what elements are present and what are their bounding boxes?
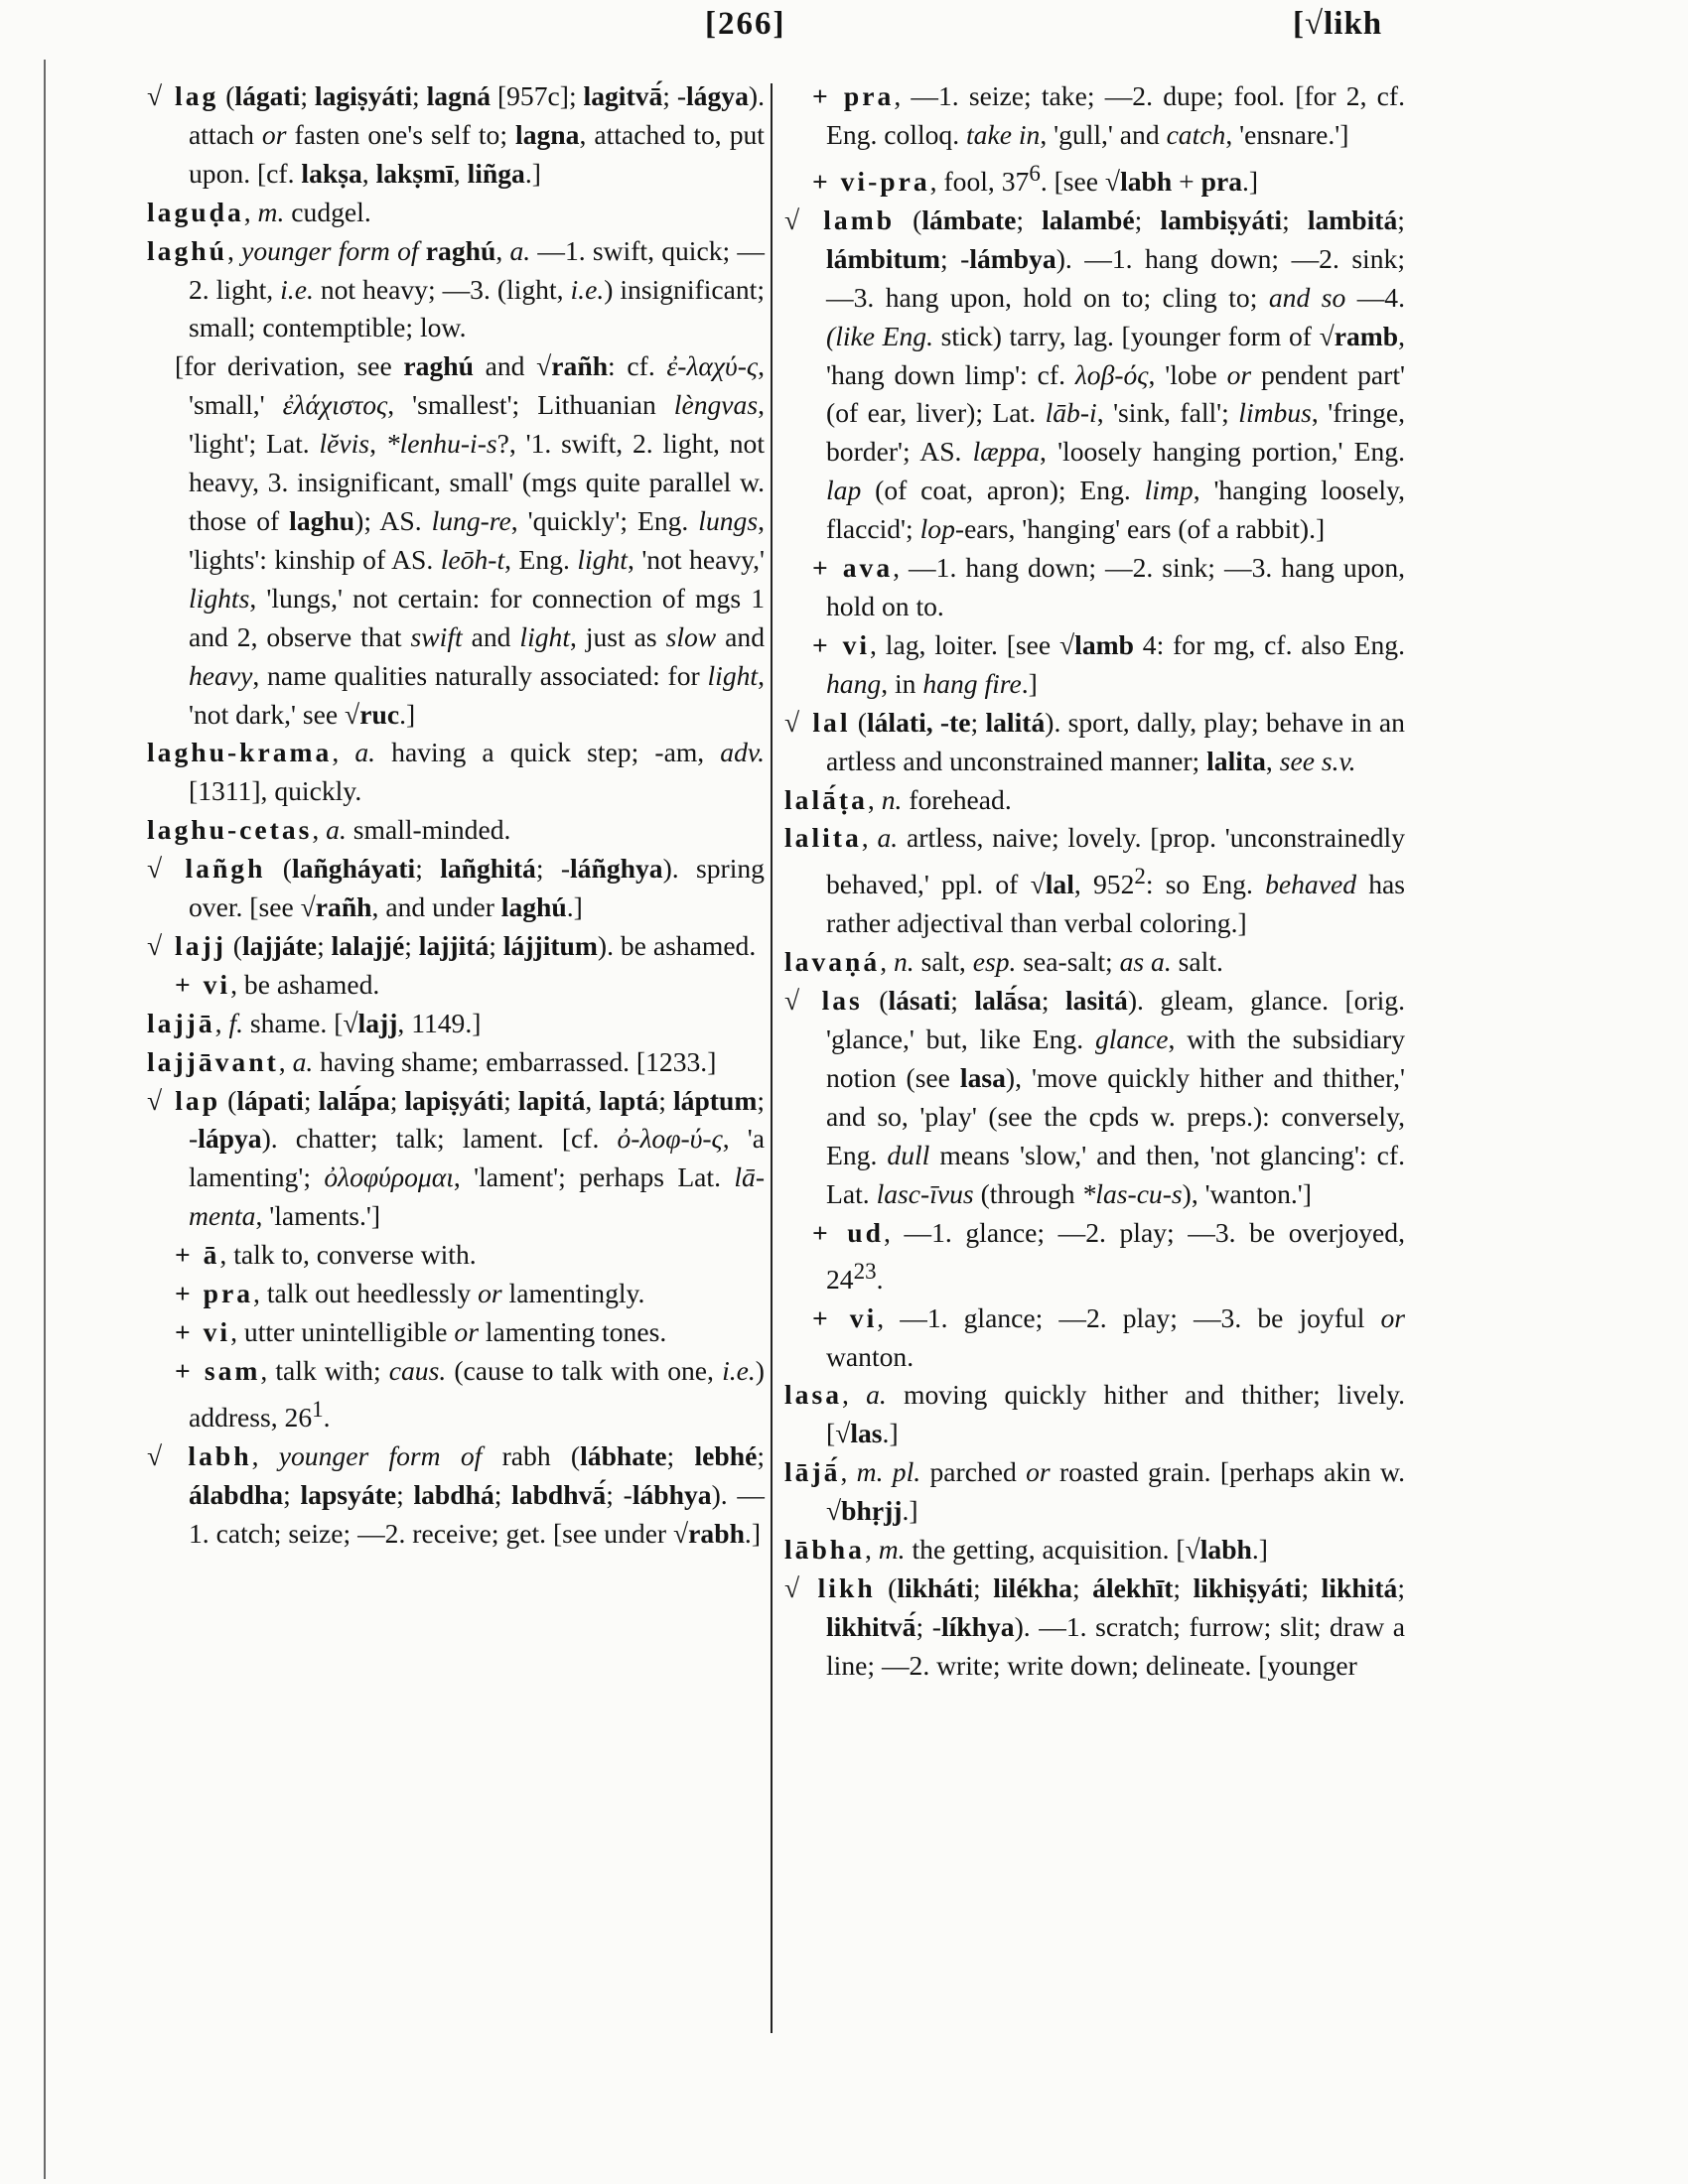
page-header (0, 6, 1688, 46)
page-number: [266] (705, 6, 786, 42)
subentry-las-vi: + vi, —1. glance; —2. play; —3. be joyful or wanton. (812, 1301, 1405, 1372)
entry-las: √ las (lásati; lalā́sa; lasitá). gleam, glance. [orig. 'glance,' but, like Eng. glance, with the subsidiary notion (see lasa), 'move quickly hither and thither,' and so, 'play' (see the cpds w. preps.): conversely, Eng. dull means 'slow,' and then, 'not glancing': cf. Lat. lasc-īvus (through *las-cu-s), 'wanton.'] (784, 985, 1406, 1209)
entry-lajj: √ lajj (lajjáte; lalajjé; lajjitá; lájjitum). be ashamed. (147, 929, 757, 961)
entry-laghukrama: laghu-krama, a. having a quick step; -am, adv. [1311], quickly. (147, 737, 765, 807)
running-head: [√likh (1293, 6, 1383, 42)
entry-laghucetas: laghu-cetas, a. small-minded. (147, 814, 511, 846)
subentry-lap-vi: + vi, utter unintelligible or lamenting tones. (175, 1316, 667, 1347)
subentry-las-ud: + ud, —1. glance; —2. play; —3. be overjoyed, $24^{23}$. (812, 1216, 1405, 1295)
subentry-labh-vipra: + vi-pra, fool, $37^6$. [see √labh + pra.] (812, 160, 1259, 197)
entry-laghu: laghú, younger form of raghú, a. —1. swift, quick; —2. light, i.e. not heavy; —3. (light, i.e.) insignificant; small; contemptible; low. (147, 234, 766, 343)
subentry-lap-pra: + pra, talk out heedlessly or lamentingly. (175, 1278, 645, 1309)
entry-lavana: lavaṇá, n. salt, esp. sea-salt; as a. salt. (784, 946, 1223, 978)
entry-lap: √ lap (lápati; lalā́pa; lapiṣyáti; lapitá, laptá; láptum; -lápya). chatter; talk; lament. [cf. ὀ-λοφ-ύ-ς, 'a lamenting'; ὀλοφύρομαι, 'lament'; perhaps Lat. lā-menta, 'laments.'] (147, 1084, 766, 1232)
entry-lajja: lajjā, f. shame. [√lajj, 1149.] (147, 1007, 482, 1038)
entry-lajjavant: lajjāvant, a. having shame; embarrassed. [1233.] (147, 1045, 717, 1077)
entry-labh: √ labh, younger form of rabh (lábhate; lebhé; álabdha; lapsyáte; labdhá; labdhvā́; -lábhya). —1. catch; seize; —2. receive; get. [see under √rabh.] (147, 1439, 765, 1549)
entry-likh: √ likh (likháti; lilékha; álekhīt; likhiṣyáti; likhitá; likhitvā́; -líkhya). —1. scratch; furrow; slit; draw a line; —2. write; write down; delineate. [younger (784, 1572, 1405, 1681)
entry-labha: lābha, m. the getting, acquisition. [√labh.] (784, 1534, 1268, 1566)
entry-langh: √ lañgh (lañgháyati; lañghitá; -láñghya). spring over. [see √rañh, and under laghú.] (147, 853, 765, 923)
subentry-lamb-ava: + ava, —1. hang down; —2. sink; —3. hang upon, hold on to. (812, 552, 1406, 621)
column-rule (771, 83, 773, 2033)
entry-lalata: lalā́ṭa, n. forehead. (784, 783, 1012, 815)
entry-lag: √ lag (lágati; lagiṣyáti; lagná [957c]; lagitvā́; -lágya). attach or fasten one's self to; lagna, attached to, put upon. [cf. lakṣa, lakṣmī, liñga.] (147, 80, 765, 189)
right-column (784, 77, 1405, 1686)
subentry-labh-pra: + pra, —1. seize; take; —2. dupe; fool. [for 2, cf. Eng. colloq. take in, 'gull,' and catch, 'ensnare.'] (812, 80, 1406, 150)
entry-lasa: lasa, a. moving quickly hither and thither; lively. [√las.] (784, 1379, 1405, 1449)
entry-lamb: √ lamb (lámbate; lalambé; lambiṣyáti; lambitá; lámbitum; -lámbya). —1. hang down; —2. sink; —3. hang upon, hold on to; cling to; and so —4. (like Eng. stick) tarry, lag. [younger form of √ramb, 'hang down limp': cf. λοβ-ός, 'lobe or pendent part' (of ear, liver); Lat. lāb-i, 'sink, fall'; limbus, 'fringe, border'; AS. læppa, 'loosely hanging portion,' Eng. lap (of coat, apron); Eng. limp, 'hanging loosely, flaccid'; lop-ears, 'hanging' ears (of a rabbit).] (784, 204, 1406, 545)
left-column (147, 77, 765, 1554)
entry-laghu-derivation: [for derivation, see raghú and √rañh: cf. ἐ-λαχύ-ς, 'small,' ἐλάχιστος, 'smallest'; Lithuanian lèngvas, 'light'; Lat. lĕvis, *lenhu-i-s?, '1. swift, 2. light, not heavy, 3. insignificant, small' (mgs quite parallel w. those of laghu); AS. lung-re, 'quickly'; Eng. lungs, 'lights': kinship of AS. leōh-t, Eng. light, 'not heavy,' lights, 'lungs,' not certain: for connection of mgs 1 and 2, observe that swift and light, just as slow and heavy, name qualities naturally associated: for light, 'not dark,' see √ruc.] (175, 350, 766, 730)
entry-laja: lājā́, m. pl. parched or roasted grain. [perhaps akin w. √bhṛjj.] (784, 1456, 1406, 1527)
subentry-lamb-vi: + vi, lag, loiter. [see √lamb 4: for mg, cf. also Eng. hang, in hang fire.] (812, 628, 1405, 699)
entry-laguda: laguḍa, m. cudgel. (147, 196, 371, 227)
page-edge-line (44, 60, 46, 2179)
entry-lal: √ lal (lálati, -te; lalitá). sport, dally, play; behave in an artless and unconstrained manner; lalita, see s.v. (784, 706, 1405, 776)
subentry-lajj-vi: + vi, be ashamed. (175, 968, 380, 1000)
subentry-lap-a: + ā, talk to, converse with. (175, 1239, 477, 1271)
entry-lalita: lalita, a. artless, naive; lovely. [prop. 'unconstrainedly behaved,' ppl. of √lal, $952^2$: so Eng. behaved has rather adjectival than verbal coloring.] (784, 822, 1405, 939)
subentry-lap-sam: + sam, talk with; caus. (cause to talk with one, i.e.) address, $26^1$. (175, 1354, 765, 1433)
